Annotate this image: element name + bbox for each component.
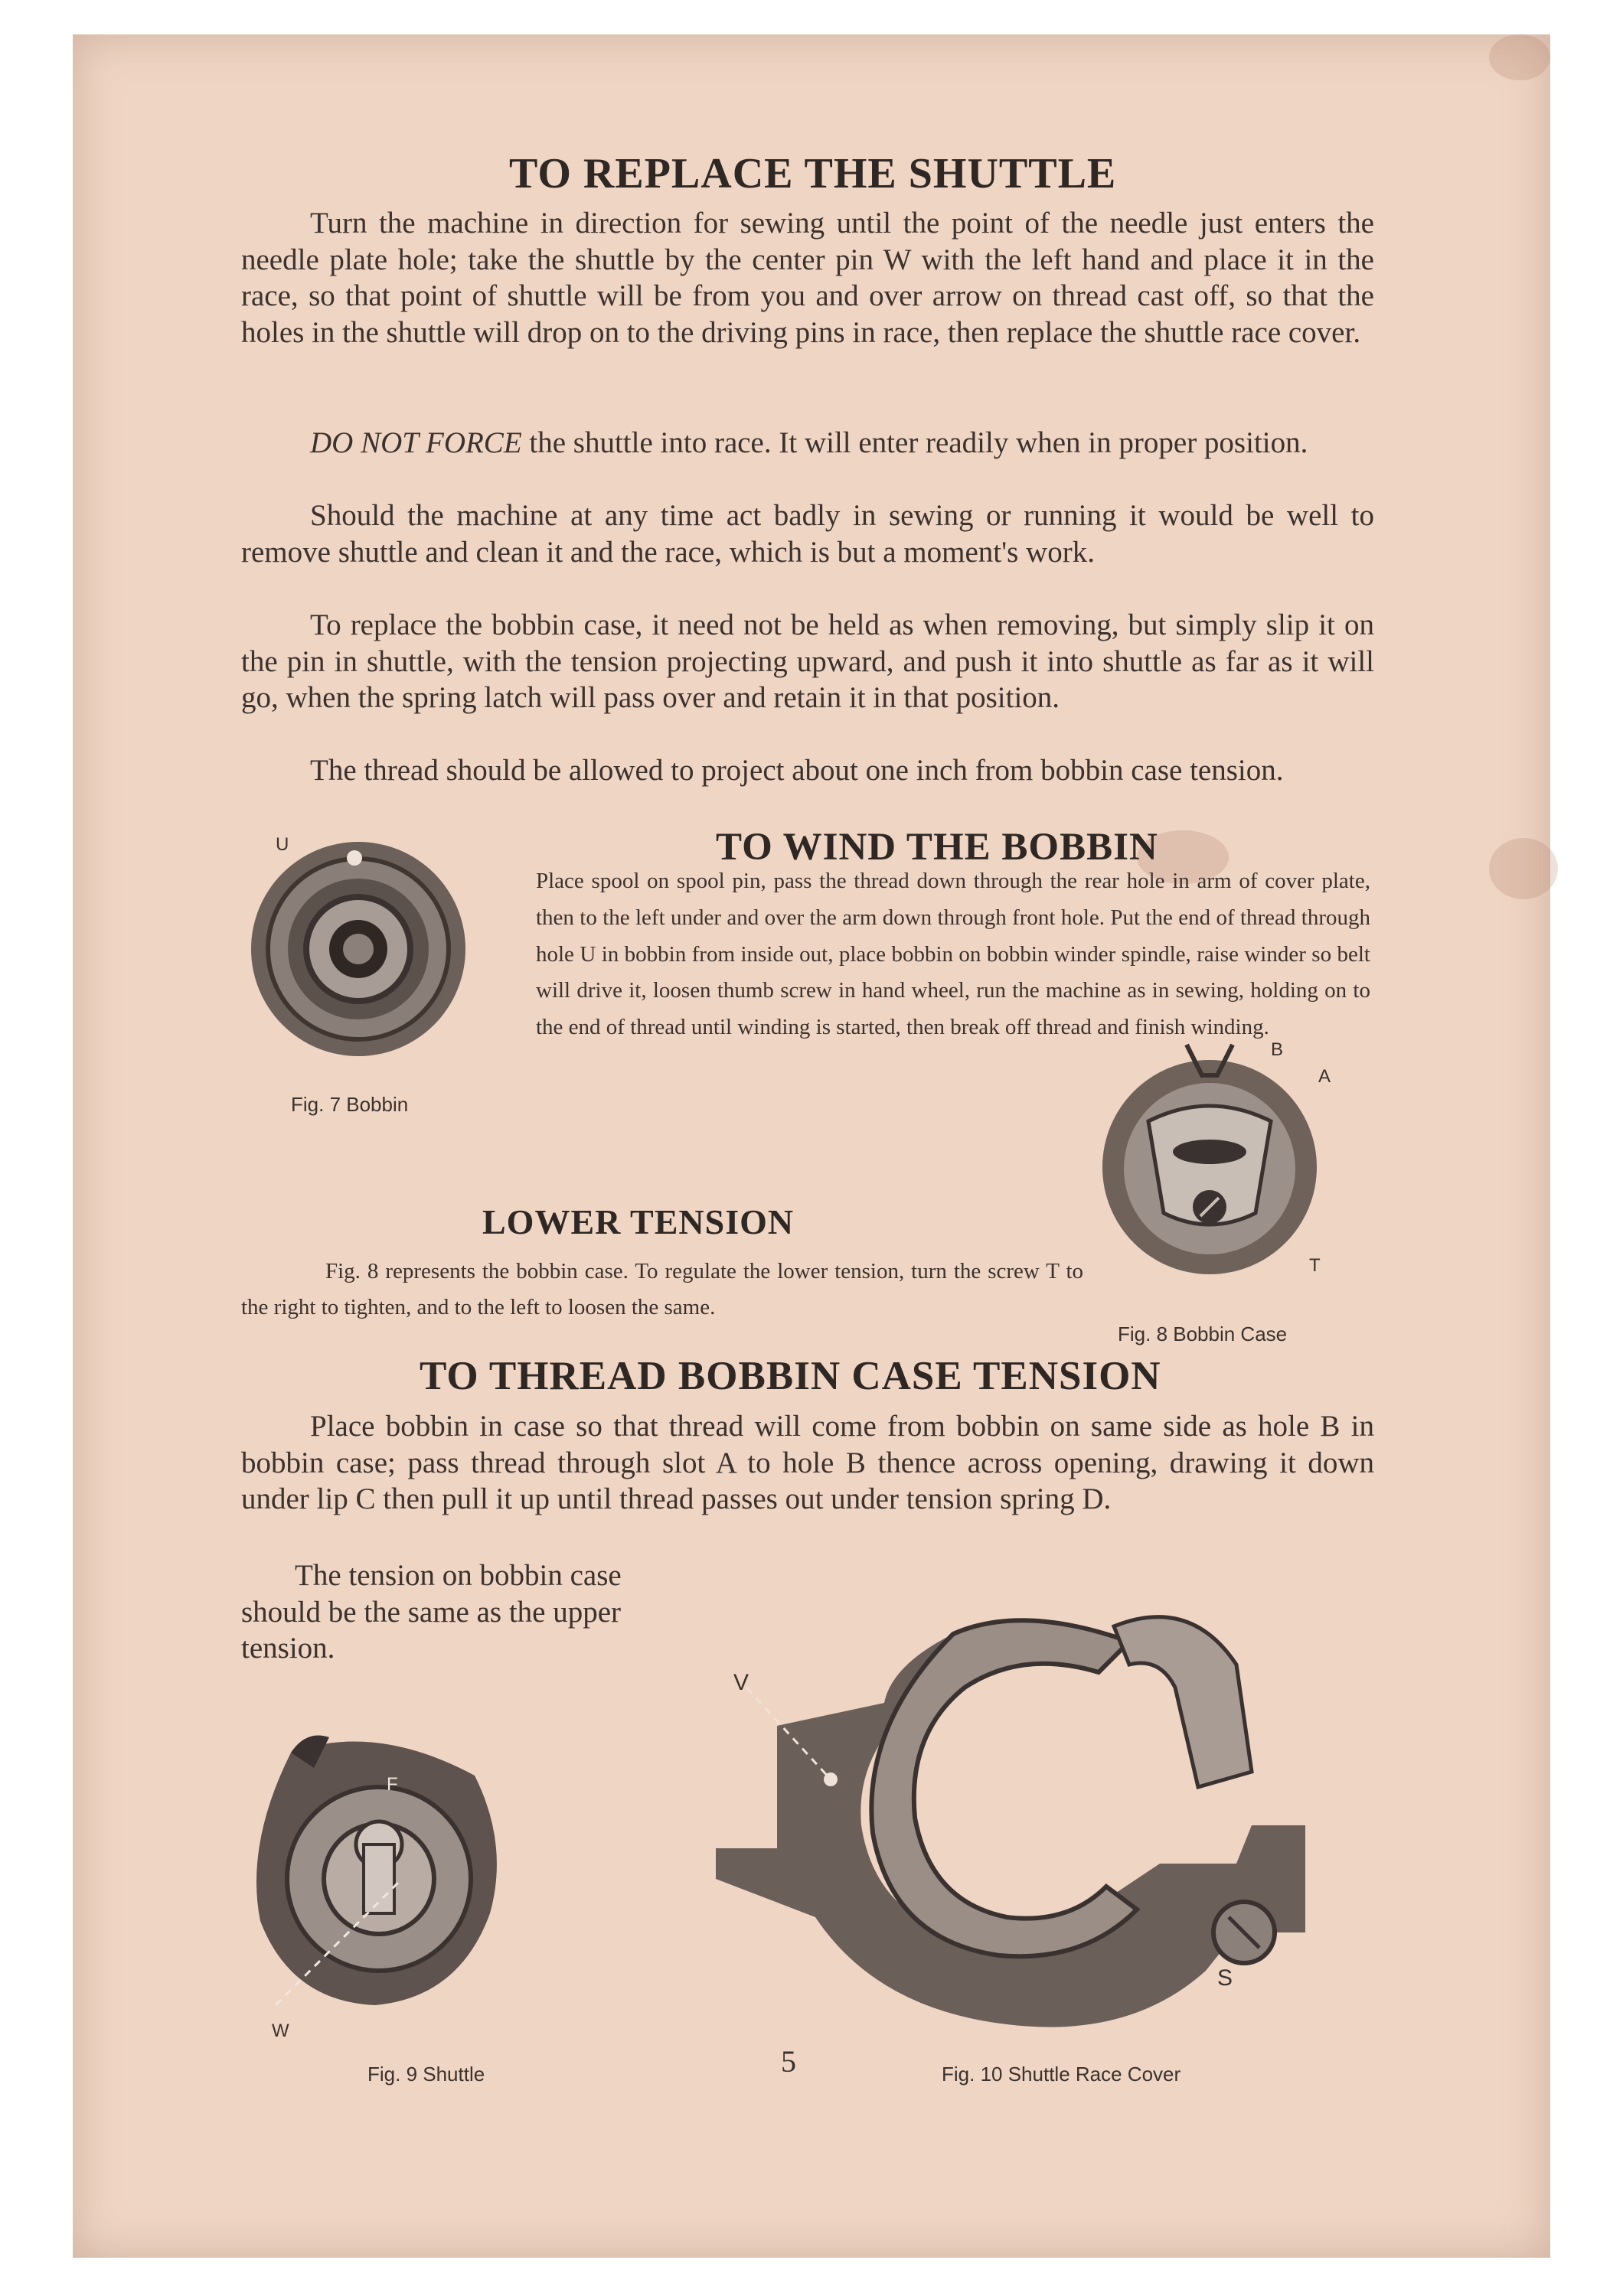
bobbin-hole-u xyxy=(347,850,362,866)
caption-fig-10: Fig. 10 Shuttle Race Cover xyxy=(942,2063,1181,2086)
race-cover-slot xyxy=(716,1818,777,1848)
paper-stain xyxy=(1489,34,1550,80)
label-b: B xyxy=(1271,1039,1284,1060)
label-u: U xyxy=(276,834,289,855)
paragraph-shuttle-5: The thread should be allowed to project about one inch from bobbin case tension. xyxy=(310,754,1284,787)
caption-fig-7: Fig. 7 Bobbin xyxy=(291,1093,409,1116)
tension-slot xyxy=(1173,1140,1246,1164)
paragraph-shuttle-2 xyxy=(241,425,1374,461)
page-number: 5 xyxy=(781,2044,796,2079)
caption-fig-8: Fig. 8 Bobbin Case xyxy=(1118,1322,1288,1345)
paragraph-tension-note: The tension on bobbin case should be the same as the upper tension. xyxy=(241,1559,622,1665)
bobbin-core xyxy=(343,934,374,964)
paragraph-shuttle-2-text: the shuttle into race. It will enter readily when in proper position. xyxy=(521,426,1308,459)
caption-fig-9: Fig. 9 Shuttle xyxy=(367,2063,485,2086)
section-title-replace-shuttle: TO REPLACE THE SHUTTLE xyxy=(509,150,1117,197)
emphasis-do-not-force: DO NOT FORCE xyxy=(310,426,522,459)
paragraph-wind-bobbin: Place spool on spool pin, pass the thread down through the rear hole in arm of cover plate, then to the left under and over the arm down through front hole. Put the end of thread through hole U in bobbin from inside out, place bobbin on bobbin winder spindle, raise winder so belt will drive it, loosen thumb screw in hand wheel, run the machine as in sewing, holding on to the end of thread until winding is started, then break off thread and finish winding. xyxy=(536,869,1370,1040)
label-w: W xyxy=(272,2020,289,2041)
label-t: T xyxy=(1309,1255,1321,1276)
figure-7-bobbin xyxy=(243,830,473,1060)
paragraph-shuttle-1: Turn the machine in direction for sewing until the point of the needle just enters the needle plate hole; take the shuttle by the center pin W with the left hand and place it in the race, so that point of shuttle will be from you and over arrow on thread cast off, so that the holes in the shuttle will drop on to the driving pins in race, then replace the shuttle race cover. xyxy=(241,207,1374,349)
section-title-thread-bobbin-case: TO THREAD BOBBIN CASE TENSION xyxy=(420,1354,1161,1398)
paragraph-lower-tension: Fig. 8 represents the bobbin case. To regulate the lower tension, turn the screw T to the right to tighten, and to the left to loosen the same. xyxy=(241,1259,1083,1319)
label-f: F xyxy=(387,1774,398,1795)
section-title-wind-bobbin: TO WIND THE BOBBIN xyxy=(716,826,1158,869)
section-title-lower-tension: LOWER TENSION xyxy=(482,1202,795,1241)
figure-9-shuttle xyxy=(245,1730,505,2020)
paragraph-shuttle-3: Should the machine at any time act badly in sewing or running it would be well to remove shuttle and clean it and the race, which is but a moment's work. xyxy=(241,499,1374,569)
figure-8-bobbin-case xyxy=(1095,1029,1324,1282)
label-a: A xyxy=(1318,1066,1331,1087)
label-s: S xyxy=(1217,1965,1233,1991)
paragraph-thread-bobbin-case: Place bobbin in case so that thread will come from bobbin on same side as hole B in bobbin case; pass thread through slot A to hole B thence across opening, drawing it down under lip C then pull it up until thread passes out under tension spring D. xyxy=(241,1410,1374,1515)
race-cover-arm xyxy=(1114,1617,1252,1787)
figure-10-shuttle-race-cover xyxy=(700,1573,1328,2032)
paper-stain xyxy=(1489,838,1558,899)
paragraph-shuttle-4: To replace the bobbin case, it need not be held as when removing, but simply slip it on the pin in shuttle, with the tension projecting upward, and push it into shuttle as far as it will go, when the spring latch will pass over and retain it in that position. xyxy=(241,608,1374,714)
label-v: V xyxy=(733,1670,749,1695)
